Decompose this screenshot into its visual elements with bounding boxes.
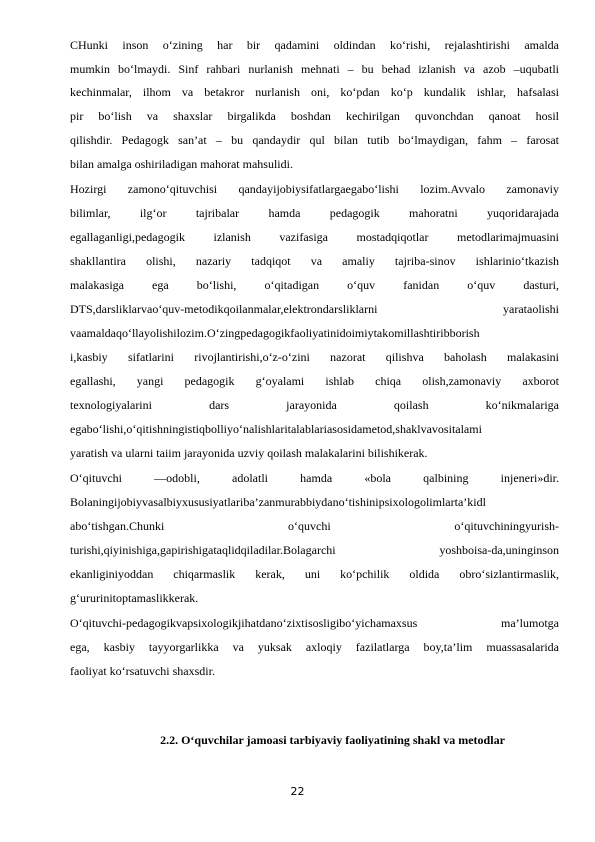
paragraph-2-line-3: egallaganligi,pedagogik izlanish vazifasiga mostadqiqotlar metodlarimajmuasini bbox=[70, 230, 559, 244]
paragraph-1-line-6: bilan amalga oshiriladigan mahorat mahsulidi. bbox=[70, 157, 293, 171]
paragraph-2-line-2: bilimlar, ilg‘or tajribalar hamda pedagogik mahoratni yuqoridarajada bbox=[70, 206, 559, 220]
page-number: 22 bbox=[290, 785, 305, 798]
paragraph-3-line-5: ekanliginiyoddan chiqarmaslik kerak, uni ko‘pchilik oldida obro‘sizlantirmaslik, bbox=[70, 567, 559, 581]
paragraph-2-line-8: i,kasbiy sifatlarini rivojlantirishi,o‘z-o‘zini nazorat qilishva baholash malakasini bbox=[70, 350, 559, 364]
paragraph-2-line-5: malakasiga ega bo‘lishi, o‘qitadigan o‘quv fanidan o‘quv dasturi, bbox=[70, 278, 559, 292]
paragraph-2-line-10: texnologiyalarini dars jarayonida qoilash ko‘nikmalariga bbox=[70, 398, 559, 412]
paragraph-3-line-1: O‘qituvchi —odobli, adolatli hamda «bola qalbining injeneri»dir. bbox=[70, 471, 559, 485]
paragraph-2-line-12: yaratish va ularni taiim jarayonida uzviy qoilash malakalarini bilishikerak. bbox=[70, 446, 428, 460]
paragraph-3-line-4: turishi,qiyinishiga,gapirishigataqlidqiladilar.Bolagarchi yoshboisa-da,uninginson bbox=[70, 543, 559, 557]
paragraph-1-line-4: pir bo‘lish va shaxslar birgalikda boshdan kechirilgan quvonchdan qanoat hosil bbox=[70, 109, 559, 123]
paragraph-4-line-1: O‘qituvchi-pedagogikvapsixologikjihatdano‘zixtisosligibo‘yichamaxsus ma’lumotga bbox=[70, 616, 559, 630]
paragraph-2-line-6: DTS,darsliklarvao‘quv-metodikqoilanmalar,elektrondarsliklarni yarataolishi bbox=[70, 302, 559, 316]
paragraph-2-line-11: egabo‘lishi,o‘qitishningistiqbolliyo‘nalishlaritalablariasosidametod,shaklvavositalami bbox=[70, 422, 482, 436]
paragraph-3-line-6: g‘ururinitoptamaslikkerak. bbox=[70, 591, 199, 605]
section-heading: 2.2. O‘quvchilar jamoasi tarbiyaviy faoliyatining shakl va metodlar bbox=[160, 733, 505, 747]
paragraph-1-line-1: CHunki inson o‘zining har bir qadamini oldindan ko‘rishi, rejalashtirishi amalda bbox=[70, 38, 559, 52]
paragraph-4-line-3: faoliyat ko‘rsatuvchi shaxsdir. bbox=[70, 664, 215, 678]
paragraph-1-line-2: mumkin bo‘lmaydi. Sinf rahbari nurlanish mehnati – bu behad izlanish va azob –uqubatli bbox=[70, 62, 559, 76]
paragraph-1-line-3: kechinmalar, ilhom va betakror nurlanish oni, ko‘pdan ko‘p kundalik ishlar, hafsalasi bbox=[70, 85, 559, 99]
paragraph-3-line-3: abo‘tishgan.Chunki o‘quvchi o‘qituvchiningyurish- bbox=[70, 519, 559, 533]
paragraph-1-line-5: qilishdir. Pedagogk san’at – bu qandaydir qul bilan tutib bo‘lmaydigan, fahm – farosat bbox=[70, 133, 559, 147]
paragraph-3-line-2: Bolaningijobiyvasalbiyxususiyatlariba’zanmurabbiydano‘tishinipsixologolimlarta’kidl bbox=[70, 495, 486, 509]
paragraph-2-line-7: vaamaldaqo‘llayolishilozim.O‘zingpedagogikfaoliyatinidoimiytakomillashtiribborish bbox=[70, 326, 480, 340]
paragraph-4-line-2: ega, kasbiy tayyorgarlikka va yuksak axloqiy fazilatlarga boy,ta’lim muassasalarida bbox=[70, 640, 559, 654]
paragraph-2-line-4: shakllantira olishi, nazariy tadqiqot va amaliy tajriba-sinov ishlarinio‘tkazish bbox=[70, 254, 559, 268]
paragraph-2-line-1: Hozirgi zamono‘qituvchisi qandayijobiysifatlargaegabo‘lishi lozim.Avvalo zamonaviy bbox=[70, 182, 559, 196]
paragraph-2-line-9: egallashi, yangi pedagogik g‘oyalami ishlab chiqa olish,zamonaviy axborot bbox=[70, 374, 559, 388]
